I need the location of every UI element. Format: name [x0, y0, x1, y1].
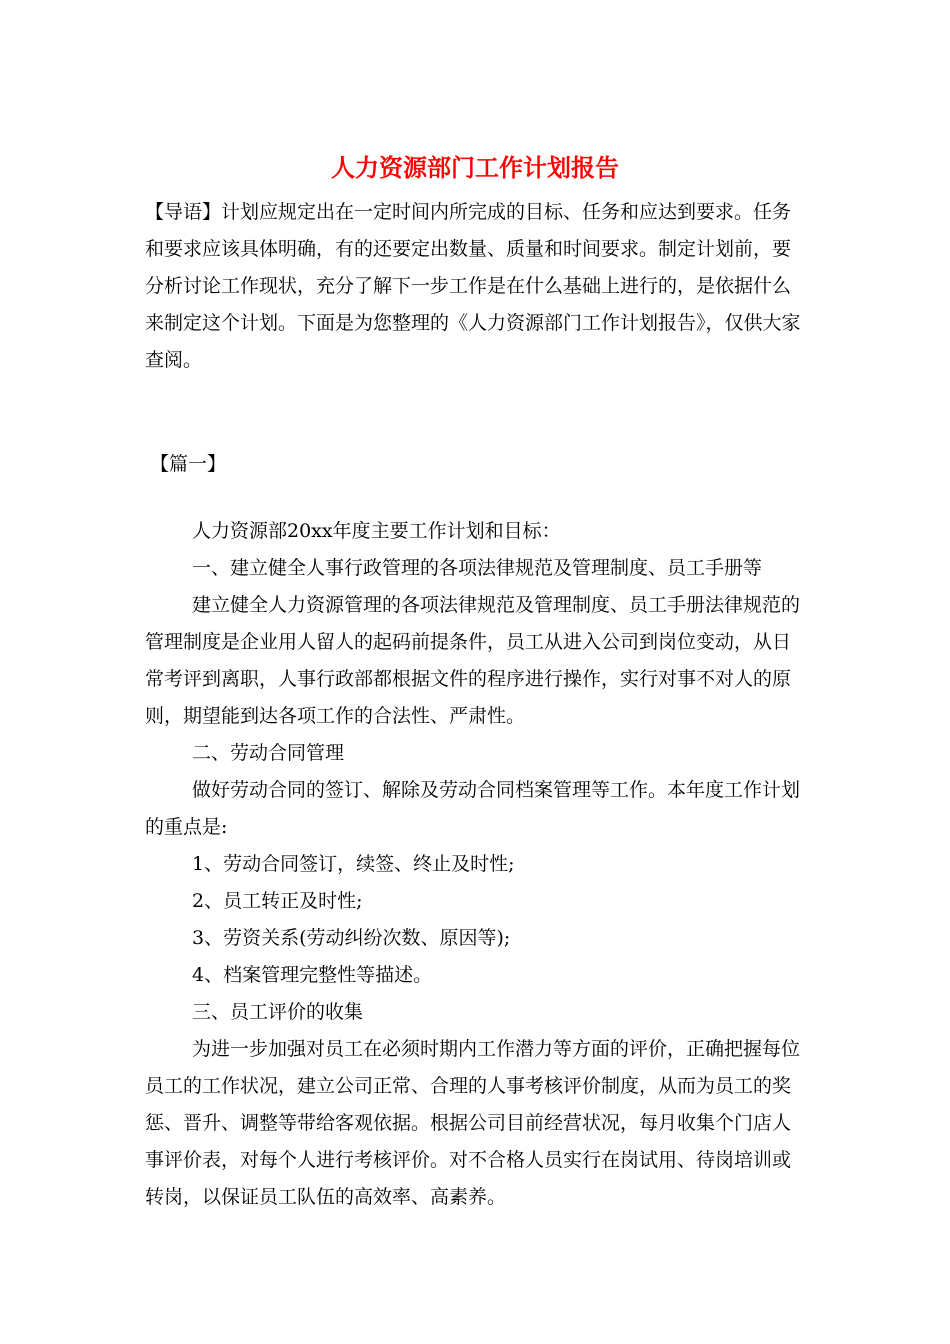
body-paragraph: 为进一步加强对员工在必须时期内工作潜力等方面的评价，正确把握每位员工的工作状况，建立公司正常、合理的人事考核评价制度，从而为员工的奖惩、晋升、调整等带给客观依据。根据公司目前经营状况，每月收集个门店人事评价表，对每个人进行考核评价。对不合格人员实行在岗试用、待岗培训或转岗，以保证员工队伍的高效率、高素养。 [145, 1038, 801, 1208]
document-body [145, 513, 805, 1216]
list-item: 4、档案管理完整性等描述。 [192, 964, 433, 986]
section-label: 【篇一】 [150, 453, 227, 475]
heading-one: 一、建立健全人事行政管理的各项法律规范及管理制度、员工手册等 [192, 557, 763, 579]
heading-three: 三、员工评价的收集 [192, 1001, 364, 1023]
document-title: 人力资源部门工作计划报告 [331, 153, 619, 182]
list-item: 2、员工转正及时性; [192, 890, 363, 912]
body-paragraph: 做好劳动合同的签订、解除及劳动合同档案管理等工作。本年度工作计划的重点是: [145, 779, 801, 838]
list-item: 1、劳动合同签订，续签、终止及时性; [192, 853, 515, 875]
heading-two: 二、劳动合同管理 [192, 742, 345, 764]
list-item: 3、劳资关系(劳动纠纷次数、原因等); [192, 927, 511, 949]
intro-paragraph: 【导语】计划应规定出在一定时间内所完成的目标、任务和应达到要求。任务和要求应该具体明确，有的还要定出数量、质量和时间要求。制定计划前，要分析讨论工作现状，充分了解下一步工作是在什么基础上进行的，是依据什么来制定这个计划。下面是为您整理的《人力资源部门工作计划报告》，仅供大家查阅。 [145, 201, 801, 371]
body-paragraph: 建立健全人力资源管理的各项法律规范及管理制度、员工手册法律规范的管理制度是企业用人留人的起码前提条件，员工从进入公司到岗位变动，从日常考评到离职，人事行政部都根据文件的程序进行操作，实行对事不对人的原则，期望能到达各项工作的合法性、严肃性。 [145, 594, 801, 727]
body-paragraph: 人力资源部20xx年度主要工作计划和目标： [192, 520, 561, 542]
